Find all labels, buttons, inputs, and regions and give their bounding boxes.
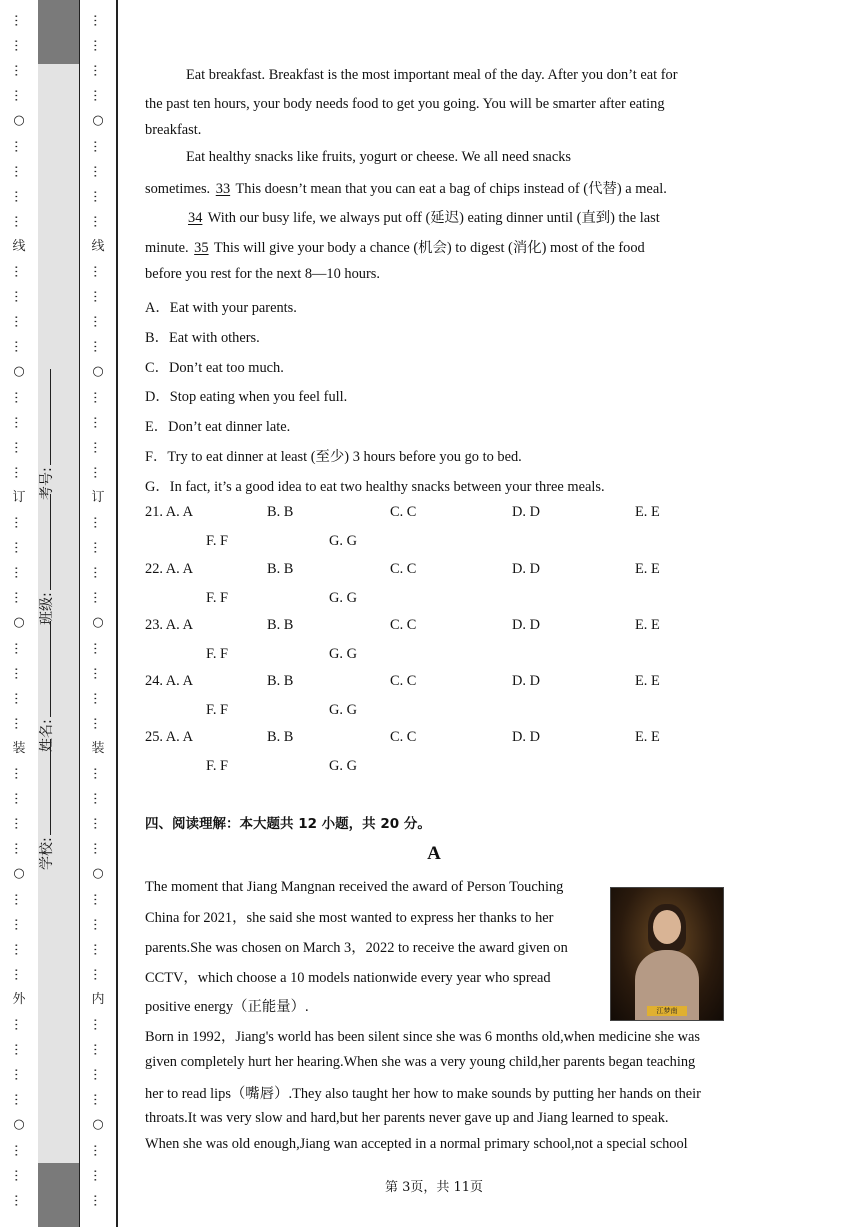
cloze-line-4: Eat healthy snacks like fruits, yogurt or cheese. We all need snacks xyxy=(186,149,571,165)
inner-margin-mark: … xyxy=(90,817,106,831)
school-label: 学校: xyxy=(39,837,55,870)
inner-margin-mark: ○ xyxy=(92,113,104,129)
inner-margin-mark: … xyxy=(90,290,106,304)
inner-margin-mark: … xyxy=(90,1093,106,1107)
school-blank xyxy=(50,739,51,835)
inner-margin-mark: 装 xyxy=(91,740,105,756)
answer-24-g: G. G xyxy=(329,702,357,718)
inner-margin-mark: … xyxy=(90,1143,106,1157)
name-label: 姓名: xyxy=(39,719,55,752)
inner-binding-column xyxy=(80,0,118,1227)
inner-margin-mark: … xyxy=(90,390,106,404)
outer-margin-mark: … xyxy=(11,1193,27,1207)
inner-margin-mark: … xyxy=(90,139,106,153)
inner-margin-mark: … xyxy=(90,541,106,555)
cloze-line-2: the past ten hours, your body needs food to get you going. You will be smarter after eating xyxy=(145,96,665,112)
outer-margin-mark: … xyxy=(11,214,27,228)
answer-23-c: C. C xyxy=(390,617,417,633)
outer-margin-mark: … xyxy=(11,716,27,730)
inner-margin-mark: ○ xyxy=(92,866,104,882)
outer-margin-mark: … xyxy=(11,566,27,580)
answer-24-c: C. C xyxy=(390,673,417,689)
inner-margin-mark: … xyxy=(90,1193,106,1207)
answer-23-e: E. E xyxy=(635,617,660,633)
inner-margin-mark: … xyxy=(90,89,106,103)
outer-margin-mark: … xyxy=(11,666,27,680)
passage-line: CCTV，which choose a 10 models nationwide every year who spread xyxy=(145,970,551,986)
answer-24-f: F. F xyxy=(206,702,229,718)
answer-22-b: B. B xyxy=(267,561,294,577)
inner-margin-mark: … xyxy=(90,440,106,454)
outer-margin-mark: … xyxy=(11,1168,27,1182)
cloze-line-6 xyxy=(186,206,660,227)
school-field xyxy=(36,739,56,870)
inner-margin-mark: … xyxy=(90,39,106,53)
answer-22-e: E. E xyxy=(635,561,660,577)
option-f: F．Try to eat dinner at least (至少) 3 hours before you go to bed. xyxy=(145,449,522,465)
inner-margin-mark: … xyxy=(90,942,106,956)
inner-margin-mark: … xyxy=(90,767,106,780)
passage-line: her to read lips（嘴唇）.They also taught her how to make sounds by putting her hands on their xyxy=(145,1086,701,1102)
inner-margin-mark: 订 xyxy=(91,489,105,505)
inner-margin-mark: … xyxy=(90,1018,106,1031)
inner-margin-mark: … xyxy=(90,591,106,605)
answer-21-g: G. G xyxy=(329,533,357,549)
outer-margin-mark: … xyxy=(11,1018,27,1031)
inner-margin-mark: ○ xyxy=(92,1117,104,1133)
cloze-line-8: before you rest for the next 8—10 hours. xyxy=(145,266,380,282)
passage-line: When she was old enough,Jiang wan accepted in a normal primary school,not a special school xyxy=(145,1136,688,1152)
inner-margin-mark: 内 xyxy=(91,991,105,1007)
answer-21-c: C. C xyxy=(390,504,417,520)
award-photo xyxy=(610,887,724,1021)
option-g: G．In fact, it’s a good idea to eat two healthy snacks between your three meals. xyxy=(145,479,605,495)
blank-34: 34 xyxy=(188,210,203,226)
inner-margin-mark: … xyxy=(90,14,106,27)
outer-margin-mark: … xyxy=(11,189,27,203)
cloze-text: With our busy life, we always put off (延迟) eating dinner until (直到) the last xyxy=(204,210,660,226)
answer-22-g: G. G xyxy=(329,590,357,606)
passage-line: throats.It was very slow and hard,but her parents never gave up and Jiang learned to speak. xyxy=(145,1110,669,1126)
outer-margin-mark: … xyxy=(11,691,27,705)
inner-margin-mark: … xyxy=(90,340,106,354)
outer-binding-column xyxy=(0,0,39,1227)
inner-margin-mark: … xyxy=(90,265,106,278)
answer-25-e: E. E xyxy=(635,729,660,745)
exam-no-blank xyxy=(50,369,51,465)
answer-21-e: E. E xyxy=(635,504,660,520)
answer-25-b: B. B xyxy=(267,729,294,745)
outer-margin-mark: … xyxy=(11,39,27,53)
inner-margin-mark: … xyxy=(90,64,106,78)
name-blank xyxy=(50,621,51,717)
outer-margin-mark: … xyxy=(11,390,27,404)
inner-margin-mark: … xyxy=(90,666,106,680)
cloze-text: This will give your body a chance (机会) to digest (消化) most of the food xyxy=(210,240,645,256)
passage-title: A xyxy=(427,843,441,864)
answer-21-num: 21. A. A xyxy=(145,504,193,520)
exam-no-label: 考号: xyxy=(39,467,55,500)
outer-margin-mark: … xyxy=(11,767,27,780)
answer-25-d: D. D xyxy=(512,729,540,745)
outer-margin-mark: … xyxy=(11,340,27,354)
inner-margin-mark: … xyxy=(90,315,106,329)
page-footer: 第 3页，共 11页 xyxy=(384,1180,484,1195)
option-d: D．Stop eating when you feel full. xyxy=(145,389,348,405)
outer-margin-mark: ○ xyxy=(13,866,25,882)
answer-24-d: D. D xyxy=(512,673,540,689)
inner-margin-mark: … xyxy=(90,415,106,429)
outer-margin-mark: … xyxy=(11,1043,27,1057)
cloze-line-7 xyxy=(145,236,645,257)
inner-margin-mark: … xyxy=(90,164,106,178)
inner-margin-mark: … xyxy=(90,917,106,931)
outer-margin-mark: 外 xyxy=(12,991,26,1007)
outer-margin-mark: 装 xyxy=(12,740,26,756)
cloze-line-1: Eat breakfast. Breakfast is the most important meal of the day. After you don’t eat for xyxy=(186,67,678,83)
outer-margin-mark: … xyxy=(11,917,27,931)
passage-line: parents.She was chosen on March 3，2022 to receive the award given on xyxy=(145,940,568,956)
inner-margin-mark: … xyxy=(90,189,106,203)
inner-margin-mark: … xyxy=(90,566,106,580)
cloze-text: This doesn’t mean that you can eat a bag of chips instead of (代替) a meal. xyxy=(232,181,667,197)
inner-margin-mark: … xyxy=(90,842,106,856)
outer-margin-mark: … xyxy=(11,164,27,178)
answer-22-f: F. F xyxy=(206,590,229,606)
answer-22-num: 22. A. A xyxy=(145,561,193,577)
outer-margin-mark: … xyxy=(11,440,27,454)
outer-margin-mark: … xyxy=(11,516,27,529)
outer-margin-mark: ○ xyxy=(13,364,25,380)
answer-24-b: B. B xyxy=(267,673,294,689)
outer-margin-mark: … xyxy=(11,265,27,278)
answer-21-d: D. D xyxy=(512,504,540,520)
outer-margin-mark: ○ xyxy=(13,1117,25,1133)
inner-margin-mark: … xyxy=(90,1168,106,1182)
answer-23-num: 23. A. A xyxy=(145,617,193,633)
outer-margin-mark: … xyxy=(11,1068,27,1082)
outer-margin-mark: … xyxy=(11,641,27,655)
answer-25-c: C. C xyxy=(390,729,417,745)
class-field xyxy=(36,494,56,625)
inner-margin-mark: … xyxy=(90,1068,106,1082)
option-a: A．Eat with your parents. xyxy=(145,300,297,316)
option-c: C．Don’t eat too much. xyxy=(145,360,284,376)
inner-margin-mark: … xyxy=(90,892,106,906)
answer-22-d: D. D xyxy=(512,561,540,577)
answer-22-c: C. C xyxy=(390,561,417,577)
outer-margin-mark: 线 xyxy=(12,238,26,254)
outer-margin-mark: … xyxy=(11,842,27,856)
student-info-strip xyxy=(38,0,80,1227)
option-e: E．Don’t eat dinner late. xyxy=(145,419,291,435)
outer-margin-mark: … xyxy=(11,315,27,329)
outer-margin-mark: … xyxy=(11,290,27,304)
outer-margin-mark: … xyxy=(11,465,27,479)
answer-21-b: B. B xyxy=(267,504,294,520)
outer-margin-mark: … xyxy=(11,541,27,555)
class-blank xyxy=(50,494,51,590)
inner-margin-mark: … xyxy=(90,967,106,981)
inner-margin-mark: … xyxy=(90,641,106,655)
option-b: B．Eat with others. xyxy=(145,330,260,346)
inner-margin-mark: … xyxy=(90,716,106,730)
cloze-line-5 xyxy=(145,177,667,198)
outer-margin-mark: … xyxy=(11,89,27,103)
outer-margin-mark: … xyxy=(11,1143,27,1157)
outer-margin-mark: … xyxy=(11,139,27,153)
inner-margin-mark: … xyxy=(90,792,106,806)
cloze-line-3: breakfast. xyxy=(145,122,202,138)
inner-margin-mark: … xyxy=(90,1043,106,1057)
cloze-text: minute. xyxy=(145,240,193,256)
answer-25-g: G. G xyxy=(329,758,357,774)
inner-margin-mark: ○ xyxy=(92,615,104,631)
cloze-text: sometimes. xyxy=(145,181,214,197)
outer-margin-mark: … xyxy=(11,817,27,831)
blank-35: 35 xyxy=(194,240,209,256)
outer-margin-mark: … xyxy=(11,792,27,806)
strip-cap-bottom xyxy=(38,1163,79,1227)
inner-margin-mark: … xyxy=(90,516,106,529)
passage-line: China for 2021，she said she most wanted to express her thanks to her xyxy=(145,910,554,926)
exam-no-field xyxy=(36,369,56,500)
outer-margin-mark: … xyxy=(11,942,27,956)
blank-33: 33 xyxy=(215,181,231,197)
section-heading: 四、阅读理解：本大题共 12 小题，共 20 分。 xyxy=(145,816,431,832)
photo-name-tag: 江梦南 xyxy=(647,1006,687,1016)
outer-margin-mark: ○ xyxy=(13,113,25,129)
name-field xyxy=(36,621,56,752)
answer-23-g: G. G xyxy=(329,646,357,662)
passage-line: Born in 1992，Jiang's world has been silent since she was 6 months old,when medicine she was xyxy=(145,1029,700,1045)
inner-margin-mark: 线 xyxy=(91,238,105,254)
outer-margin-mark: … xyxy=(11,591,27,605)
passage-line: given completely hurt her hearing.When she was a very young child,her parents began teaching xyxy=(145,1054,696,1070)
answer-21-f: F. F xyxy=(206,533,229,549)
passage-line: The moment that Jiang Mangnan received the award of Person Touching xyxy=(145,879,564,895)
inner-margin-mark: … xyxy=(90,465,106,479)
inner-margin-mark: … xyxy=(90,214,106,228)
outer-margin-mark: … xyxy=(11,415,27,429)
answer-23-d: D. D xyxy=(512,617,540,633)
outer-margin-mark: … xyxy=(11,967,27,981)
outer-margin-mark: … xyxy=(11,14,27,27)
inner-margin-mark: ○ xyxy=(92,364,104,380)
answer-23-f: F. F xyxy=(206,646,229,662)
outer-margin-mark: … xyxy=(11,892,27,906)
class-label: 班级: xyxy=(39,592,55,625)
answer-24-e: E. E xyxy=(635,673,660,689)
outer-margin-mark: … xyxy=(11,1093,27,1107)
outer-margin-mark: ○ xyxy=(13,615,25,631)
inner-margin-mark: … xyxy=(90,691,106,705)
passage-line: positive energy（正能量）. xyxy=(145,999,309,1015)
strip-cap-top xyxy=(38,0,79,64)
answer-25-num: 25. A. A xyxy=(145,729,193,745)
answer-25-f: F. F xyxy=(206,758,229,774)
answer-24-num: 24. A. A xyxy=(145,673,193,689)
outer-margin-mark: … xyxy=(11,64,27,78)
answer-23-b: B. B xyxy=(267,617,294,633)
outer-margin-mark: 订 xyxy=(12,489,26,505)
